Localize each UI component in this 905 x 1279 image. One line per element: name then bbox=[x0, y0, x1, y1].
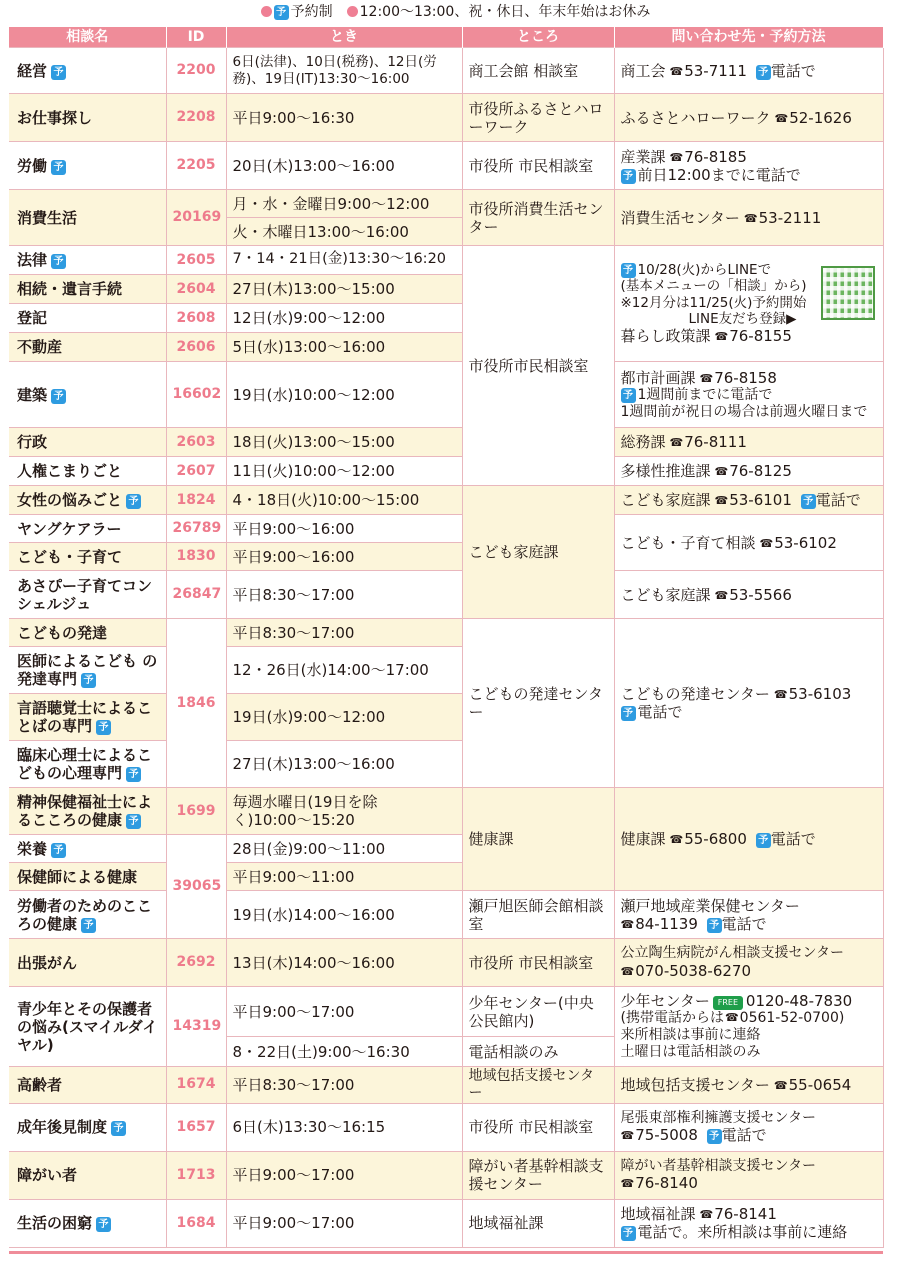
row-id: 2200 bbox=[166, 48, 226, 94]
row-contact: 地域福祉課 ☎76-8141 予 電話で。来所相談は事前に連絡 bbox=[614, 1199, 883, 1247]
row-when: 4・18日(火)10:00〜15:00 bbox=[226, 486, 462, 515]
row-when: 平日9:00〜17:00 bbox=[226, 1151, 462, 1199]
table-row bbox=[9, 987, 883, 1037]
row-id: 26789 bbox=[166, 515, 226, 543]
legend-note bbox=[0, 0, 905, 24]
row-when: 平日9:00〜16:00 bbox=[226, 543, 462, 571]
header-when: とき bbox=[226, 27, 462, 48]
reserve-badge-icon: 予 bbox=[621, 1226, 636, 1241]
table-row bbox=[9, 142, 883, 190]
row-when: 12日(水)9:00〜12:00 bbox=[226, 304, 462, 333]
bottom-rule bbox=[9, 1251, 883, 1254]
row-when: 13日(木)14:00〜16:00 bbox=[226, 939, 462, 987]
row-contact: 尾張東部権利擁護支援センター ☎75-5008 予 電話で bbox=[614, 1103, 883, 1151]
row-id: 2208 bbox=[166, 94, 226, 142]
table-row bbox=[9, 619, 883, 647]
row-when: 19日(水)14:00〜16:00 bbox=[226, 891, 462, 939]
row-place: 市役所 市民相談室 bbox=[462, 939, 614, 987]
phone-icon: ☎ bbox=[743, 211, 758, 225]
row-id: 14319 bbox=[166, 987, 226, 1067]
row-place: 市役所 市民相談室 bbox=[462, 1103, 614, 1151]
row-place: 地域福祉課 bbox=[462, 1199, 614, 1247]
row-place: 瀬戸旭医師会館相談室 bbox=[462, 891, 614, 939]
table-row bbox=[9, 1151, 883, 1199]
reserve-badge-icon: 予 bbox=[96, 1217, 111, 1232]
row-place: 商工会館 相談室 bbox=[462, 48, 614, 94]
row-when: 6日(法律)、10日(税務)、12日(労務)、19日(IT)13:30〜16:00 bbox=[226, 48, 462, 94]
reserve-badge-icon: 予 bbox=[81, 918, 96, 933]
row-contact-line: 予 10/28(火)からLINEで (基本メニューの「相談」から) ※12月分は11/25(火)予約開始 LINE友だち登録▶ 暮らし政策課 ☎76-8155 bbox=[614, 246, 883, 362]
row-contact: 公立陶生病院がん相談支援センター ☎070-5038-6270 bbox=[614, 939, 883, 987]
row-place: 市役所 市民相談室 bbox=[462, 142, 614, 190]
row-name: 女性の悩みごと 予 bbox=[9, 486, 166, 515]
row-when: 18日(火)13:00〜15:00 bbox=[226, 428, 462, 457]
table-row bbox=[9, 362, 883, 428]
reserve-badge-icon: 予 bbox=[801, 494, 816, 509]
phone-icon: ☎ bbox=[699, 1208, 714, 1222]
phone-icon: ☎ bbox=[759, 536, 774, 550]
row-id: 26847 bbox=[166, 571, 226, 619]
row-contact: 総務課 ☎76-8111 bbox=[614, 428, 883, 457]
row-name: 不動産 bbox=[9, 333, 166, 362]
row-id: 1824 bbox=[166, 486, 226, 515]
table-row bbox=[9, 190, 883, 218]
row-when: 11日(火)10:00〜12:00 bbox=[226, 457, 462, 486]
row-when: 平日8:30〜17:00 bbox=[226, 619, 462, 647]
reserve-badge-icon: 予 bbox=[707, 918, 722, 933]
row-contact: 都市計画課 ☎76-8158 予 1週間前までに電話で 1週間前が祝日の場合は前週火曜日まで bbox=[614, 362, 883, 428]
reserve-badge-icon: 予 bbox=[51, 389, 66, 404]
phone-icon: ☎ bbox=[620, 1129, 635, 1143]
row-contact: 多様性推進課 ☎76-8125 bbox=[614, 457, 883, 486]
phone-icon: ☎ bbox=[620, 1177, 635, 1191]
row-name: 生活の困窮 予 bbox=[9, 1199, 166, 1247]
row-contact: 障がい者基幹相談支援センター ☎76-8140 bbox=[614, 1151, 883, 1199]
phone-icon: ☎ bbox=[714, 494, 729, 507]
row-name: 労働者のためのこころの健康 予 bbox=[9, 891, 166, 939]
row-when: 5日(水)13:00〜16:00 bbox=[226, 333, 462, 362]
row-id: 1713 bbox=[166, 1151, 226, 1199]
reserve-badge-icon: 予 bbox=[51, 843, 66, 858]
row-id: 16602 bbox=[166, 362, 226, 428]
row-id: 2605 bbox=[166, 246, 226, 275]
reserve-badge-icon: 予 bbox=[111, 1121, 126, 1136]
row-name: 高齢者 bbox=[9, 1067, 166, 1104]
row-name: 労働 予 bbox=[9, 142, 166, 190]
row-id: 2608 bbox=[166, 304, 226, 333]
row-place: こどもの発達センター bbox=[462, 619, 614, 788]
row-name: あさぴー子育てコンシェルジュ bbox=[9, 571, 166, 619]
header-contact: 問い合わせ先・予約方法 bbox=[614, 27, 883, 48]
table-row bbox=[9, 94, 883, 142]
row-id: 2606 bbox=[166, 333, 226, 362]
reserve-badge-icon: 予 bbox=[707, 1129, 722, 1144]
row-when: 平日8:30〜17:00 bbox=[226, 571, 462, 619]
table-row bbox=[9, 428, 883, 457]
row-place: こども家庭課 bbox=[462, 486, 614, 619]
row-when: 平日9:00〜17:00 bbox=[226, 1199, 462, 1247]
row-place: 電話相談のみ bbox=[462, 1037, 614, 1067]
table-row bbox=[9, 48, 883, 94]
phone-icon: ☎ bbox=[669, 150, 684, 164]
reserve-badge-icon: 予 bbox=[621, 263, 636, 278]
row-contact: ふるさとハローワーク ☎52-1626 bbox=[614, 94, 883, 142]
row-name: お仕事探し bbox=[9, 94, 166, 142]
row-name: 消費生活 bbox=[9, 190, 166, 246]
row-id: 2607 bbox=[166, 457, 226, 486]
row-contact: 消費生活センター ☎53-2111 bbox=[614, 190, 883, 246]
row-name: 建築 予 bbox=[9, 362, 166, 428]
qr-code-icon[interactable] bbox=[821, 266, 875, 320]
header-place: ところ bbox=[462, 27, 614, 48]
row-id: 1830 bbox=[166, 543, 226, 571]
reserve-badge-icon: 予 bbox=[621, 706, 636, 721]
row-when: 平日9:00〜17:00 bbox=[226, 987, 462, 1037]
legend-closed: 12:00〜13:00、祝・休日、年末年始はお休み bbox=[359, 4, 651, 20]
reserve-badge-icon: 予 bbox=[274, 5, 289, 20]
row-contact: 瀬戸地域産業保健センター ☎84-1139 予 電話で bbox=[614, 891, 883, 939]
table-row bbox=[9, 457, 883, 486]
phone-icon: ☎ bbox=[699, 371, 714, 385]
row-name: 障がい者 bbox=[9, 1151, 166, 1199]
row-when: 8・22日(土)9:00〜16:30 bbox=[226, 1037, 462, 1067]
row-when: 19日(水)10:00〜12:00 bbox=[226, 362, 462, 428]
row-id: 2603 bbox=[166, 428, 226, 457]
table-row bbox=[9, 515, 883, 543]
row-place: 少年センター(中央公民館内) bbox=[462, 987, 614, 1037]
row-name: こどもの発達 bbox=[9, 619, 166, 647]
row-name: 相続・遺言手続 bbox=[9, 275, 166, 304]
phone-icon: ☎ bbox=[714, 329, 729, 343]
row-id: 2692 bbox=[166, 939, 226, 987]
row-when: 19日(水)9:00〜12:00 bbox=[226, 694, 462, 741]
reserve-badge-icon: 予 bbox=[621, 388, 636, 403]
phone-icon: ☎ bbox=[724, 1011, 739, 1025]
bullet-icon bbox=[347, 6, 358, 17]
phone-icon: ☎ bbox=[620, 964, 635, 978]
row-name: 栄養 予 bbox=[9, 835, 166, 863]
row-when: 7・14・21日(金)13:30〜16:20 bbox=[226, 246, 462, 275]
row-name: ヤングケアラー bbox=[9, 515, 166, 543]
row-when: 平日8:30〜17:00 bbox=[226, 1067, 462, 1104]
phone-icon: ☎ bbox=[714, 588, 729, 602]
reserve-badge-icon: 予 bbox=[51, 160, 66, 175]
table-header-row bbox=[9, 27, 883, 48]
row-name: 保健師による健康 bbox=[9, 863, 166, 891]
row-when: 平日9:00〜16:00 bbox=[226, 515, 462, 543]
row-contact: 地域包括支援センター ☎55-0654 bbox=[614, 1067, 883, 1104]
reserve-badge-icon: 予 bbox=[756, 833, 771, 848]
row-place: 障がい者基幹相談支援センター bbox=[462, 1151, 614, 1199]
row-id: 2205 bbox=[166, 142, 226, 190]
row-id: 1846 bbox=[166, 619, 226, 788]
row-place: 地域包括支援センター bbox=[462, 1067, 614, 1104]
row-when: 27日(木)13:00〜16:00 bbox=[226, 741, 462, 788]
header-name: 相談名 bbox=[9, 27, 166, 48]
table-row bbox=[9, 246, 883, 275]
row-name: こども・子育て bbox=[9, 543, 166, 571]
phone-icon: ☎ bbox=[714, 465, 729, 478]
row-contact: こども家庭課 ☎53-6101 予 電話で bbox=[614, 486, 883, 515]
row-place: 市役所ふるさとハローワーク bbox=[462, 94, 614, 142]
row-place: 市役所市民相談室 bbox=[462, 246, 614, 486]
row-name: 経営 予 bbox=[9, 48, 166, 94]
consultation-table bbox=[9, 27, 884, 1248]
row-when: 毎週水曜日(19日を除く)10:00〜15:20 bbox=[226, 788, 462, 835]
row-name: 成年後見制度 予 bbox=[9, 1103, 166, 1151]
reserve-badge-icon: 予 bbox=[756, 65, 771, 80]
row-place: 健康課 bbox=[462, 788, 614, 891]
table-row bbox=[9, 1199, 883, 1247]
row-when: 20日(木)13:00〜16:00 bbox=[226, 142, 462, 190]
row-id: 2604 bbox=[166, 275, 226, 304]
reserve-badge-icon: 予 bbox=[51, 254, 66, 269]
table-row bbox=[9, 1067, 883, 1104]
header-id: ID bbox=[166, 27, 226, 48]
row-contact: こどもの発達センター ☎53-6103 予 電話で bbox=[614, 619, 883, 788]
row-id: 1657 bbox=[166, 1103, 226, 1151]
row-name: 臨床心理士によるこどもの心理専門 予 bbox=[9, 741, 166, 788]
free-dial-icon: FREE bbox=[713, 996, 743, 1010]
row-when: 27日(木)13:00〜15:00 bbox=[226, 275, 462, 304]
phone-icon: ☎ bbox=[669, 833, 684, 846]
phone-icon: ☎ bbox=[669, 436, 684, 449]
row-when: 月・水・金曜日9:00〜12:00 bbox=[226, 190, 462, 218]
row-when: 平日9:00〜11:00 bbox=[226, 863, 462, 891]
row-name: 言語聴覚士によることばの専門 予 bbox=[9, 694, 166, 741]
row-id: 20169 bbox=[166, 190, 226, 246]
reserve-badge-icon: 予 bbox=[126, 767, 141, 782]
table-row bbox=[9, 788, 883, 835]
row-when: 平日9:00〜16:30 bbox=[226, 94, 462, 142]
phone-icon: ☎ bbox=[774, 111, 789, 125]
legend-reserved: 予約制 bbox=[290, 4, 333, 20]
reserve-badge-icon: 予 bbox=[621, 169, 636, 184]
row-name: 医師によるこども の発達専門 予 bbox=[9, 647, 166, 694]
row-name: 登記 bbox=[9, 304, 166, 333]
row-contact: 商工会 ☎53-7111 予 電話で bbox=[614, 48, 883, 94]
row-contact: 産業課 ☎76-8185 予 前日12:00までに電話で bbox=[614, 142, 883, 190]
row-id: 1699 bbox=[166, 788, 226, 835]
reserve-badge-icon: 予 bbox=[96, 720, 111, 735]
row-name: 法律 予 bbox=[9, 246, 166, 275]
phone-icon: ☎ bbox=[669, 64, 684, 78]
row-id: 39065 bbox=[166, 835, 226, 939]
row-contact: こども家庭課 ☎53-5566 bbox=[614, 571, 883, 619]
row-name: 出張がん bbox=[9, 939, 166, 987]
table-row bbox=[9, 939, 883, 987]
row-name: 精神保健福祉士によるこころの健康 予 bbox=[9, 788, 166, 835]
table-row bbox=[9, 486, 883, 515]
reserve-badge-icon: 予 bbox=[51, 65, 66, 80]
reserve-badge-icon: 予 bbox=[126, 494, 141, 509]
row-contact: 少年センター FREE 0120-48-7830 (携帯電話からは☎0561-52-0700) 来所相談は事前に連絡 土曜日は電話相談のみ bbox=[614, 987, 883, 1067]
table-row bbox=[9, 571, 883, 619]
row-name: 行政 bbox=[9, 428, 166, 457]
row-contact: こども・子育て相談 ☎53-6102 bbox=[614, 515, 883, 571]
row-place: 市役所消費生活センター bbox=[462, 190, 614, 246]
row-contact: 健康課 ☎55-6800 予 電話で bbox=[614, 788, 883, 891]
row-id: 1684 bbox=[166, 1199, 226, 1247]
row-when: 6日(木)13:30〜16:15 bbox=[226, 1103, 462, 1151]
row-when: 12・26日(水)14:00〜17:00 bbox=[226, 647, 462, 694]
reserve-badge-icon: 予 bbox=[126, 814, 141, 829]
row-when: 火・木曜日13:00〜16:00 bbox=[226, 218, 462, 246]
row-name: 人権こまりごと bbox=[9, 457, 166, 486]
row-id: 1674 bbox=[166, 1067, 226, 1104]
phone-icon: ☎ bbox=[620, 917, 635, 931]
row-when: 28日(金)9:00〜11:00 bbox=[226, 835, 462, 863]
row-name: 青少年とその保護者の悩み(スマイルダイヤル) bbox=[9, 987, 166, 1067]
bullet-icon bbox=[261, 6, 272, 17]
reserve-badge-icon: 予 bbox=[81, 673, 96, 688]
table-row bbox=[9, 891, 883, 939]
phone-icon: ☎ bbox=[773, 688, 788, 701]
phone-icon: ☎ bbox=[773, 1078, 788, 1092]
table-row bbox=[9, 1103, 883, 1151]
